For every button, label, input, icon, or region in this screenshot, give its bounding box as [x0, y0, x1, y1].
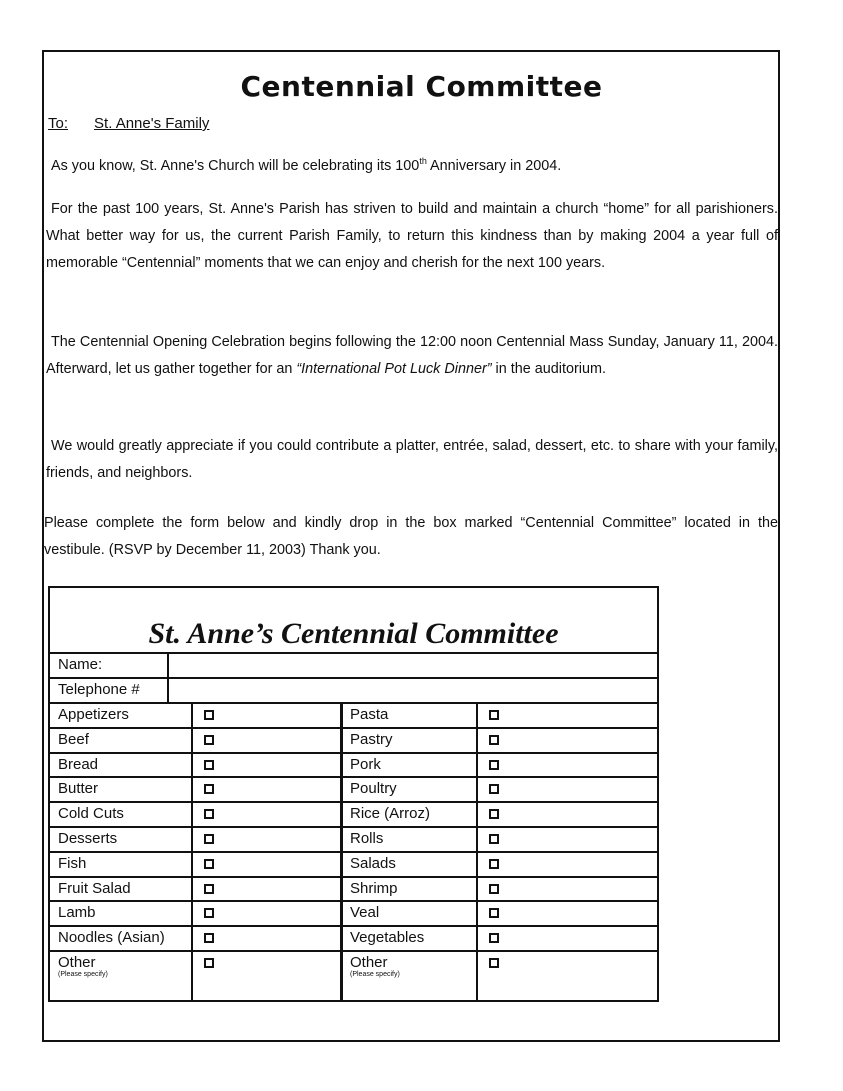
page-title: Centennial Committee: [240, 70, 603, 103]
checkbox[interactable]: [204, 958, 214, 968]
item-label: [342, 952, 476, 1002]
checkbox[interactable]: [489, 809, 499, 819]
table-row: [50, 702, 657, 727]
paragraph-contribute: We would greatly appreciate if you could contribute a platter, entrée, salad, dessert, etc. to share with your family, friends, and neighbors.: [46, 438, 778, 481]
name-row: [50, 652, 657, 677]
item-label: Appetizers: [58, 706, 129, 723]
rsvp-form: [48, 586, 659, 1002]
table-row: [50, 727, 657, 752]
item-label: Bread: [58, 755, 99, 773]
column-divider: [191, 803, 193, 826]
table-row: [50, 776, 657, 801]
name-label: Name:: [58, 656, 103, 673]
paragraph-opening: [46, 329, 778, 383]
checkbox[interactable]: [204, 884, 214, 894]
column-divider: [476, 729, 478, 752]
column-divider: [476, 952, 478, 1002]
column-divider: [191, 952, 193, 1002]
checkbox[interactable]: [204, 859, 214, 869]
item-label: Lamb: [58, 904, 96, 922]
checkbox[interactable]: [489, 784, 499, 794]
item-label: Pastry: [350, 730, 393, 748]
paragraph-anniversary: [46, 148, 778, 180]
item-label: Poultry: [350, 780, 397, 798]
checkbox[interactable]: [489, 735, 499, 745]
to-recipient: St. Anne's Family: [94, 115, 210, 132]
column-divider: [476, 704, 478, 727]
checkbox[interactable]: [489, 859, 499, 869]
checkbox[interactable]: [204, 908, 214, 918]
table-row: [50, 925, 657, 950]
checkbox[interactable]: [489, 908, 499, 918]
item-label: Desserts: [58, 830, 118, 847]
column-divider: [191, 902, 193, 925]
item-label: [50, 952, 191, 1002]
event-name: “International Pot Luck Dinner”: [296, 361, 492, 377]
column-divider: [476, 803, 478, 826]
column-divider: [476, 828, 478, 851]
item-label: Fish: [58, 854, 87, 872]
item-label: Fruit Salad: [58, 879, 131, 897]
paragraph-opening-text: The Centennial Opening Celebration begins following the 12:00 noon Centennial Mass Sunday, January 11, 2004. Afterward, let us gather together for an: [46, 334, 778, 377]
table-row: [50, 752, 657, 777]
checkbox[interactable]: [204, 735, 214, 745]
item-label: Noodles (Asian): [58, 929, 165, 947]
item-label: Beef: [58, 730, 89, 748]
other-note: (Please specify): [350, 971, 400, 978]
paragraph-opening-end: in the auditorium.: [491, 361, 606, 377]
paragraph-instructions: Please complete the form below and kindly drop in the box marked “Centennial Committee” located in the vestibule. (RSVP by December 11, 2003) Thank you.: [44, 515, 778, 558]
checkbox[interactable]: [489, 884, 499, 894]
other-row: [50, 950, 657, 1002]
checkbox[interactable]: [204, 760, 214, 770]
checkbox[interactable]: [489, 834, 499, 844]
item-label: Rice (Arroz): [350, 805, 431, 823]
checkbox[interactable]: [489, 958, 499, 968]
table-row: [50, 851, 657, 876]
column-divider: [191, 828, 193, 851]
column-divider: [191, 729, 193, 752]
table-row: [50, 801, 657, 826]
table-row: [50, 900, 657, 925]
other-label: Other: [350, 954, 388, 971]
checkbox[interactable]: [489, 933, 499, 943]
column-divider: [191, 754, 193, 777]
checkbox[interactable]: [489, 760, 499, 770]
item-label: Butter: [58, 780, 99, 798]
column-divider: [476, 853, 478, 876]
checkbox[interactable]: [204, 784, 214, 794]
form-title: St. Anne’s Centennial Committee: [148, 617, 559, 650]
item-label: Salads: [350, 854, 396, 872]
checkbox[interactable]: [204, 834, 214, 844]
checkbox[interactable]: [204, 933, 214, 943]
column-divider: [476, 927, 478, 950]
table-row: [50, 876, 657, 901]
item-label: Pasta: [350, 706, 389, 723]
telephone-field[interactable]: [169, 679, 657, 702]
item-label: Cold Cuts: [58, 805, 124, 823]
telephone-row: [50, 677, 657, 702]
telephone-label: Telephone #: [58, 681, 140, 698]
checkbox[interactable]: [204, 710, 214, 720]
column-divider: [476, 778, 478, 801]
ordinal-suffix: th: [419, 156, 427, 166]
checkbox[interactable]: [204, 809, 214, 819]
other-label: Other: [58, 954, 96, 971]
column-divider: [191, 778, 193, 801]
item-label: Veal: [350, 904, 380, 922]
item-label: Rolls: [350, 830, 384, 847]
paragraph-anniversary-text: As you know, St. Anne's Church will be celebrating its 100: [51, 157, 420, 174]
column-divider: [191, 704, 193, 727]
to-line: [48, 115, 209, 132]
other-note: (Please specify): [58, 971, 108, 978]
checkbox[interactable]: [489, 710, 499, 720]
column-divider: [191, 853, 193, 876]
item-label: Vegetables: [350, 929, 425, 947]
column-divider: [191, 878, 193, 901]
column-divider: [191, 927, 193, 950]
column-divider: [476, 902, 478, 925]
item-label: Pork: [350, 755, 381, 773]
paragraph-history: For the past 100 years, St. Anne's Parish has striven to build and maintain a church “home” for all parishioners. What better way for us, the current Parish Family, to return this kindness than by making 2004 a year full of memorable “Centennial” moments that we can enjoy and cherish for the next 100 years.: [46, 201, 778, 271]
paragraph-anniversary-end: Anniversary in 2004.: [426, 157, 562, 174]
to-label: To:: [48, 115, 69, 132]
column-divider: [476, 878, 478, 901]
item-label: Shrimp: [350, 879, 398, 897]
name-field[interactable]: [169, 654, 657, 677]
table-row: [50, 826, 657, 851]
column-divider: [476, 754, 478, 777]
